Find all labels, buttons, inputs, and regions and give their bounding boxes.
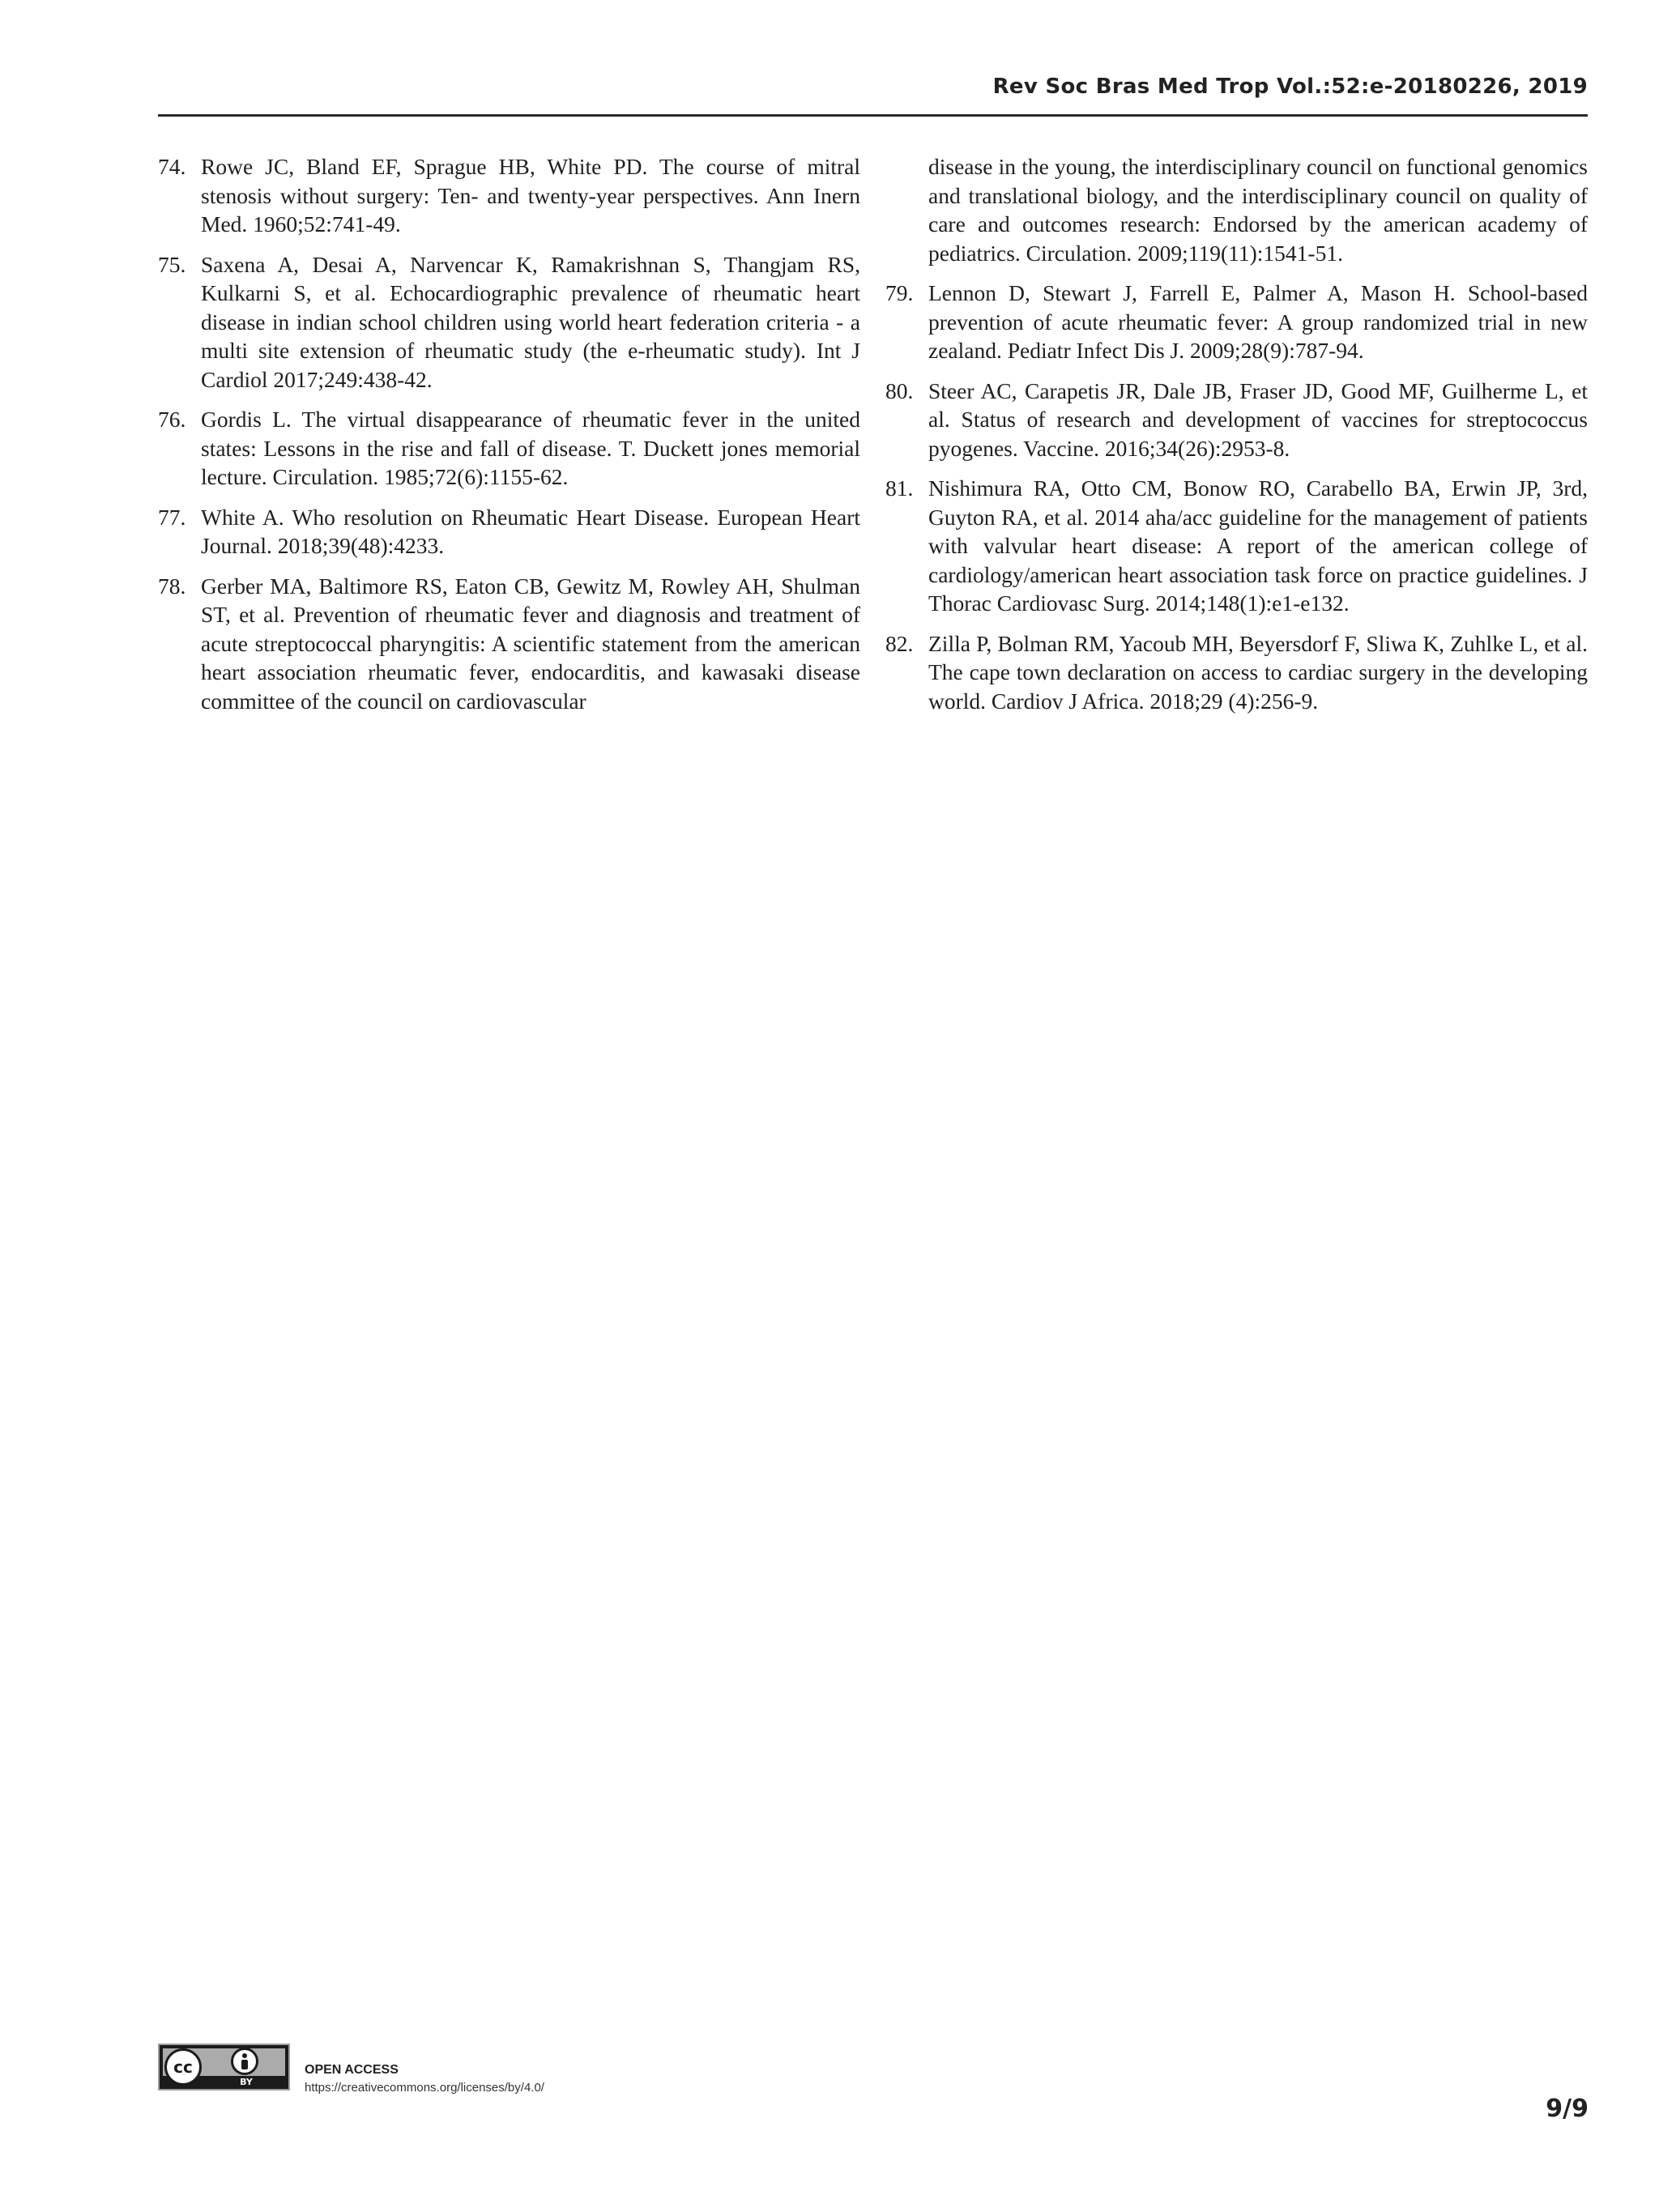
reference-item	[158, 152, 860, 239]
reference-number: 82.	[885, 630, 914, 656]
cc-by-icon[interactable]	[158, 2044, 290, 2091]
open-access-label: OPEN ACCESS	[305, 2063, 399, 2077]
reference-text: Rowe JC, Bland EF, Sprague HB, White PD. The course of mitral stenosis without surgery: Ten- and twenty-year perspectives. Ann Inern Med. 1960;52:741-49.	[201, 154, 860, 237]
reference-item	[885, 474, 1588, 618]
reference-text: Gordis L. The virtual disappearance of rheumatic fever in the united states: Lessons in the rise and fall of disease. T. Duckett jones memorial lecture. Circulation. 1985;72(6):1155-62.	[201, 407, 860, 489]
reference-text: Lennon D, Stewart J, Farrell E, Palmer A, Mason H. School-based prevention of acute rheumatic fever: A group randomized trial in new zealand. Pediatr Infect Dis J. 2009;28(9):787-94.	[928, 280, 1588, 363]
person-body	[241, 2060, 248, 2069]
reference-number: 80.	[885, 377, 914, 403]
reference-item	[158, 572, 860, 716]
reference-number: 77.	[158, 504, 186, 530]
reference-text: Saxena A, Desai A, Narvencar K, Ramakrishnan S, Thangjam RS, Kulkarni S, et al. Echocardiographic prevalence of rheumatic heart disease in indian school children using world heart federation criteria - a multi site extension of rheumatic study (the e-rheumatic study). Int J Cardiol 2017;249:438-42.	[201, 251, 860, 392]
person-head	[242, 2053, 247, 2058]
references-column-right	[885, 152, 1588, 727]
page-number: 9/9	[1546, 2095, 1589, 2123]
references-column-left	[158, 152, 860, 727]
reference-text: Gerber MA, Baltimore RS, Eaton CB, Gewitz M, Rowley AH, Shulman ST, et al. Prevention of rheumatic fever and diagnosis and treatment of acute streptococcal pharyngitis: A scientific statement from the american heart association rheumatic fever, endocarditis, and kawasaki disease committee of the council on cardiovascular	[201, 573, 860, 714]
reference-continuation: disease in the young, the interdisciplinary council on functional genomics and translational biology, and the interdisciplinary council on quality of care and outcomes research: Endorsed by the american academy of pediatrics. Circulation. 2009;119(11):1541-51.	[928, 154, 1588, 266]
reference-number: 78.	[158, 573, 186, 599]
reference-item	[885, 279, 1588, 365]
reference-item	[158, 250, 860, 394]
reference-text: Steer AC, Carapetis JR, Dale JB, Fraser JD, Good MF, Guilherme L, et al. Status of research and development of vaccines for streptococcus pyogenes. Vaccine. 2016;34(26):2953-8.	[928, 377, 1588, 461]
reference-text: White A. Who resolution on Rheumatic Heart Disease. European Heart Journal. 2018;39(48):4233.	[201, 504, 860, 558]
reference-item	[158, 503, 860, 560]
reference-item	[158, 405, 860, 492]
reference-text: Zilla P, Bolman RM, Yacoub MH, Beyersdorf F, Sliwa K, Zuhlke L, et al. The cape town declaration on access to cardiac surgery in the developing world. Cardiov J Africa. 2018;29 (4):256-9.	[928, 630, 1588, 714]
cc-icon: cc	[164, 2048, 202, 2086]
reference-number: 76.	[158, 407, 186, 432]
journal-header: Rev Soc Bras Med Trop Vol.:52:e-20180226, 2019	[992, 75, 1588, 99]
reference-text: Nishimura RA, Otto CM, Bonow RO, Carabello BA, Erwin JP, 3rd, Guyton RA, et al. 2014 aha/acc guideline for the management of patients with valvular heart disease: A report of the american college of cardiology/american heart association task force on practice guidelines. J Thorac Cardiovasc Surg. 2014;148(1):e1-e132.	[928, 475, 1588, 616]
reference-number: 75.	[158, 251, 186, 277]
reference-item	[885, 377, 1588, 463]
reference-number: 74.	[158, 154, 186, 179]
attribution-person-icon	[231, 2048, 258, 2075]
header-rule	[158, 114, 1588, 117]
reference-number: 79.	[885, 280, 914, 305]
by-label: BY	[240, 2077, 253, 2087]
license-url-link[interactable]: https://creativecommons.org/licenses/by/4.0/	[305, 2081, 544, 2095]
reference-item	[885, 629, 1588, 716]
reference-number: 81.	[885, 475, 914, 501]
